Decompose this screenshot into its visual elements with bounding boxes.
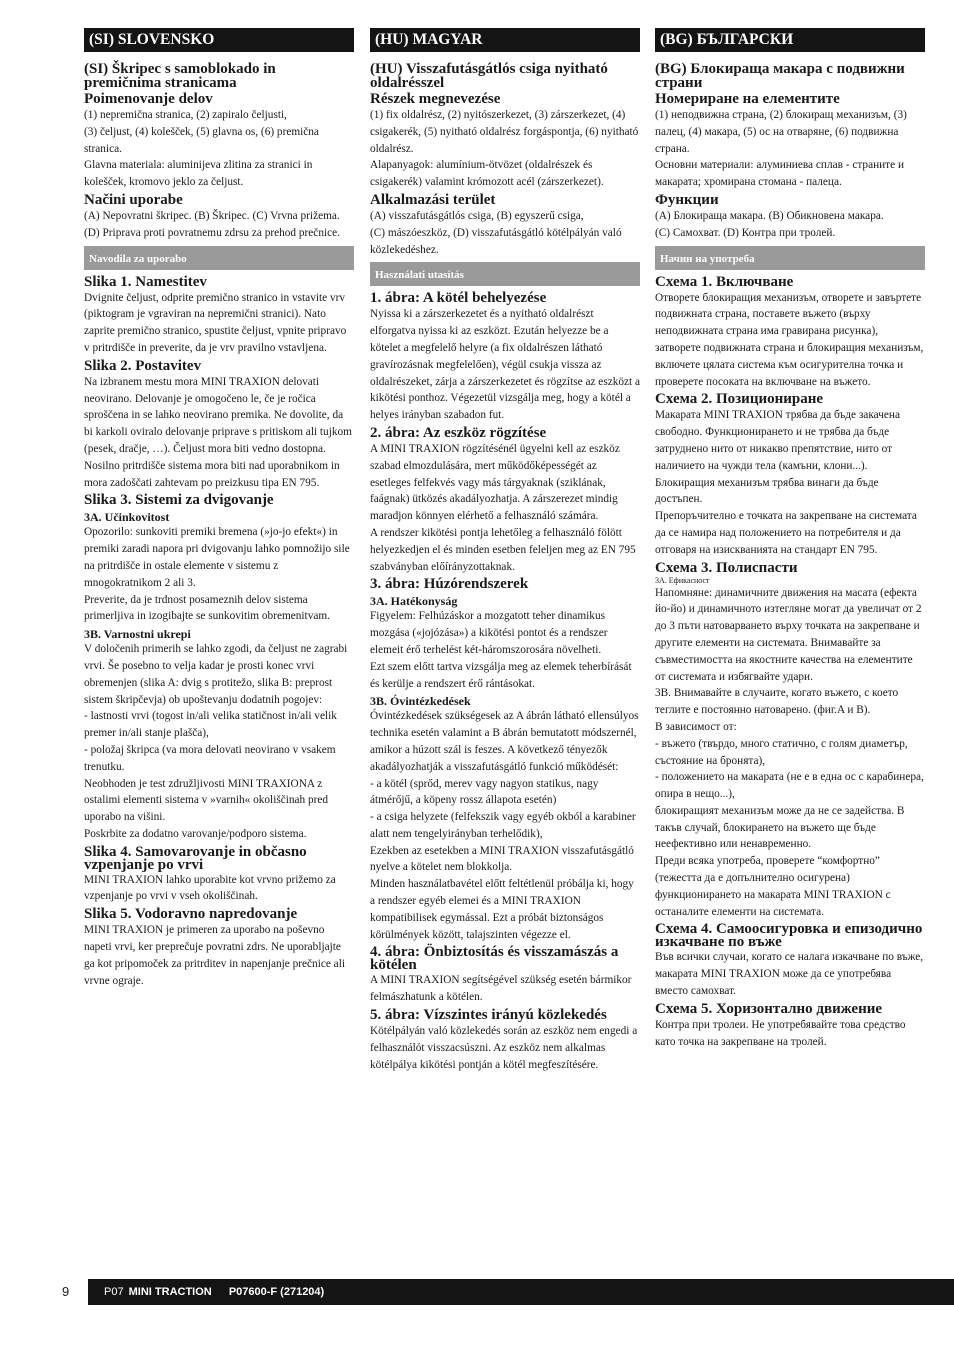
parts-text: (1) fix oldalrész, (2) nyitószerkezet, (3) zárszerkezet, (4) csigakerék, (5) nyitható oldalrész forgáspontja, (6) nyitható oldalrész. Alapanyagok: alumínium-ötvözet (oldalrészek és csigakerék) valamint krómozott acél (zárszerkezet). [370, 109, 639, 189]
footer-product: MINI TRACTION [128, 1286, 212, 1298]
fig4-heading: 4. ábra: Önbiztosítás és visszamászás a kötélen [370, 944, 619, 974]
fig3a-text: Figyelem: Felhúzáskor a mozgatott teher dinamikus mozgása («jojózása») a kikötési pontot és a rendszer elemeit érő terhelést két-háromszorosára növelheti. Ezt szem előtt tartva vizsgálja meg az elemek teherbírását és kerülje a rendszert érő rántásokat. [370, 610, 632, 690]
parts-heading: Номериране на елементите [655, 91, 840, 107]
fig1-text: Nyissa ki a zárszerkezetet és a nyitható oldalrészt elforgatva nyissa ki az eszközt. Ezután helyezze be a kötelet a megfelelő helyre (a fix oldalrészen látható gravírozásnak megfelelően), végül csukja vissza az oldalrészeket, zárja a zárszerkezetet és rögzítse az eszközt a kikötési ponthoz. Végezetül vizsgálja meg, hogy a kötél a helyes irányban szabadon fut. [370, 308, 641, 422]
fig3b-text: Óvintézkedések szükségesek az A ábrán látható ellensúlyos technika esetén valamint a B ábrán bemutatott módszernél, amikor a húzott szál is feszes. A következő tényezők akadályozhatják a visszafutásgátló funkció működését: - a kötél (sprőd, merev vagy nagyon statikus, nagy átmérőjű, a köpeny rossz állapota esetén) - a csiga helyzete (felfekszik vagy egyéb okból a karabiner alatt nem tengelyirányban terhelődik), Ezekben az esetekben a MINI TRAXION visszafutásgátló nyelve a kötelet nem blokkolja. Minden használatbavétel előtt feltétlenül próbálja ki, hogy a rendszer egyéb elemei és a MINI TRAXION kompatibilisek egymással. Ezt a próbát biztonságos körülmények között, talajszinten végezze el. [370, 710, 639, 941]
fig3a-text: Напомняне: динамичните движения на масата (ефекта йо-йо) и динамичното изтегляне могат да увеличат от 2 до 3 пъти натоварването върху точката на закрепване и другите елементи на системата. Внимавайте за съвместимостта на якостните качества на елементите от системата и избягвайте удари. 3В. Внимавайте в случаите, когато въжето, с което теглите е постоянно натоварено. (фиг.A и B). В зависимост от: - въжето (твърдо, много статично, с голям диаметър, състояние на бронята), - положението на макарата (не е в една ос с карабинера, опира в нещо...), блокиращият механизъм може да не се задейства. В такъв случай, блокирането на въжето ще бъде неефективно или ненавременно. Преди всяка употреба, проверете “комфортно” (тежестта да е допълнително осигурена) функционирането на макарата MINI TRAXION с останалите елементи на системата. [655, 586, 924, 918]
fig3b-text: V določenih primerih se lahko zgodi, da čeljust ne zagrabi vrvi. Še posebno to velja kadar je prosti konec vrvi obremenjen (slika A: dvig s protitežo, slika B: preprost sistem škripčevja) ob upoštevanju dodatnih pogojev: - lastnosti vrvi (togost in/ali velika statičnost in/ali velik premer in/ali stanje plašča), - položaj škripca (va mora delovati neovirano v vsakem trenutku. Neobhoden je test združljivosti MINI TRAXIONA z ostalimi elementi sistema v »varnih« okoliščinah pred uporabo na višini. Poskrbite za dodatno varovanje/podporo sistema. [84, 643, 348, 840]
instructions-band: Начин на употреба [655, 246, 925, 270]
page-number: 9 [62, 1284, 70, 1299]
section-header: (HU) MAGYAR [370, 28, 640, 52]
fig1-heading: Схема 1. Включване [655, 273, 794, 290]
fig4-text: A MINI TRAXION segítségével szükség esetén bármikor felmászhatunk a kötélen. [370, 974, 632, 1004]
fig3b-heading: 3B. Óvintézkedések [370, 694, 471, 709]
instructions-band: Használati utasítás [370, 262, 640, 286]
fig2-heading: Схема 2. Позициониране [655, 391, 824, 408]
fig4-heading: Slika 4. Samovarovanje in občasno vzpenjanje po vrvi [84, 843, 307, 873]
parts-text: (1) неподвижна страна, (2) блокиращ механизъм, (3) палец, (4) макара, (5) ос на отваряне, (6) подвижна страна. Основни материали: алуминиева сплав - страните и макарата; хромирана стомана - палеца. [655, 109, 907, 189]
column-hungarian [370, 28, 640, 1073]
section-title: (SI) Škripec s samoblokado in premičnima stranicama [84, 61, 276, 91]
fig5-heading: Схема 5. Хоризонтално движение [655, 1000, 883, 1017]
fig5-heading: Slika 5. Vodoravno napredovanje [84, 906, 298, 923]
fig1-heading: Slika 1. Namestitev [84, 273, 207, 290]
section-title: (BG) Блокираща макара с подвижни страни [655, 61, 905, 91]
use-heading: Alkalmazási terület [370, 191, 496, 208]
fig5-text: Kötélpályán való közlekedés során az eszköz nem engedi a felhasználót visszacsúszni. Az eszköz nem alkalmas kötélpálya kikötési pontján a kötél megfeszítésére. [370, 1025, 638, 1071]
fig1-text: Dvignite čeljust, odprite premično stranico in vstavite vrv (piktogram je vgraviran na nepremični stranici). Nato zaprite premično stranico, spustite čeljust, vpnite pripravo v pritrdišče in preverite, da je vrv pravilno vstavljena. [84, 291, 347, 354]
fig2-heading: 2. ábra: Az eszköz rögzítése [370, 424, 547, 441]
footer-bar [88, 1279, 954, 1305]
column-bulgarian [655, 28, 925, 1050]
section-header: (SI) SLOVENSKO [84, 28, 354, 52]
fig5-heading: 5. ábra: Vízszintes irányú közlekedés [370, 1007, 607, 1024]
use-heading: Функции [655, 191, 719, 208]
fig2-text: Na izbranem mestu mora MINI TRAXION delovati neovirano. Delovanje je omogočeno le, če je ročica sproščena in se lahko neovirano premika. Ne dovolite, da bi karkoli oviralo delovanje priprave s pritiskom ali tujkom (pesek, dračje, …). Čeljust mora biti vedno dostopna. Nosilno pritrdišče sistema mora biti nad uporabnikom in mora zadoščati zahtevam po preizkusu tipa EN 795. [84, 375, 352, 489]
fig1-heading: 1. ábra: A kötél behelyezése [370, 290, 547, 307]
fig4-text: MINI TRAXION lahko uporabite kot vrvno prižemo za vzpenjanje po vrvi v vseh okoliščinah. [84, 873, 336, 903]
use-text: (A) visszafutásgátlós csiga, (B) egyszerű csiga, (C) mászóeszköz, (D) visszafutásgátló kötélpályán való közlekedéshez. [370, 209, 622, 256]
use-text: (A) Блокираща макара. (B) Обикновена макара. (C) Самохват. (D) Контра при тролей. [655, 209, 884, 239]
footer-ref: P07600-F (271204) [228, 1286, 325, 1298]
column-slovenian [84, 28, 354, 989]
fig2-text: Макарата MINI TRAXION трябва да бъде закачена свободно. Функционирането и не трябва да бъде затруднено нито от никакво препятствие, нито от наличието на чужди тела (камъни, клони...). Блокиращия механизъм трябва винаги да бъде достъпен. Препоръчително е точката на закрепване на системата да се намира над положението на потребителя и да отговаря на изискванията на стандарт EN 795. [655, 409, 917, 556]
fig4-heading: Схема 4. Самоосигуровка и епизодично изкачване по въже [655, 921, 923, 951]
parts-heading: Poimenovanje delov [84, 91, 213, 107]
section-header: (BG) БЪЛГАРСКИ [655, 28, 925, 52]
use-text: (A) Nepovratni škripec. (B) Škripec. (C) Vrvna prižema. (D) Priprava proti povratnemu zdrsu za prehod prečnice. [84, 209, 340, 239]
fig3b-heading: 3B. Varnostni ukrepi [84, 627, 191, 642]
parts-heading: Részek megnevezése [370, 91, 501, 107]
fig3-heading: 3. ábra: Húzórendszerek [370, 576, 529, 593]
fig5-text: MINI TRAXION je primeren za uporabo na poševno napeti vrvi, ker preprečuje povratni zdrs. Ne uporabljajte ga kot pripomoček za pritrditev in napenjanje prečnice ali vrvne ograje. [84, 924, 345, 987]
parts-text: (1) nepremična stranica, (2) zapiralo čeljusti, (3) čeljust, (4) kolešček, (5) glavna os, (6) premična stranica. Glavna materiala: aluminijeva zlitina za stranici in kolešček, kromovo jeklo za čeljust. [84, 109, 319, 189]
fig2-heading: Slika 2. Postavitev [84, 357, 202, 374]
footer-code: P07 [104, 1286, 124, 1298]
fig3a-heading: 3A. Učinkovitost [84, 510, 170, 525]
fig3a-heading: 3A. Hatékonyság [370, 594, 458, 609]
fig3-heading: Схема 3. Полиспасти [655, 559, 798, 576]
use-heading: Načini uporabe [84, 191, 183, 208]
fig1-text: Отворете блокиращия механизъм, отворете и завъртете подвижната страна, поставете въжето (върху неподвижната страна има гравирана рисунка), затворете подвижната страна и блокиращия механизъм, включете цялата система към осигурителна точка и проверете посоката на включване на въжето. [655, 291, 924, 388]
fig5-text: Контра при тролеи. Не употребявайте това средство като точка на закрепване на тролей. [655, 1018, 906, 1048]
fig4-text: Във всички случаи, когато се налага изкачване по въже, макарата MINI TRAXION може да се употребява вместо самохват. [655, 951, 924, 998]
fig3-heading: Slika 3. Sistemi za dvigovanje [84, 492, 274, 509]
fig2-text: A MINI TRAXION rögzítésénél ügyelni kell az eszköz szabad elmozdulására, mert működőképességét az esetleges felfekvés vagy más tárgyaknak (sziklának, faágnak) ütközés akadályozhatja. A zárszerezet mindig maradjon könnyen elérhető a felhasználó számára. A rendszer kikötési pontja lehetőleg a felhasználó fölött helyezkedjen el és minden esetben feleljen meg az EN 795 szabványban előírányzottaknak. [370, 442, 636, 573]
instructions-band: Navodila za uporabo [84, 246, 354, 270]
fig3a-text: Opozorilo: sunkoviti premiki bremena (»jo-jo efekt«) in premiki zaradi napora pri dvigovanju lahko pomnožijo sile na pritrdišče in ostale elemente v sistemu z mnogokratnikom 2 ali 3. Preverite, da je trdnost posameznih delov sistema primerljiva in izogibajte se sunkovitim obremenitvam. [84, 526, 350, 623]
fig3a-heading: 3А. Ефикасност [655, 575, 710, 585]
section-title: (HU) Visszafutásgátlós csiga nyitható oldalrésszel [370, 61, 608, 91]
